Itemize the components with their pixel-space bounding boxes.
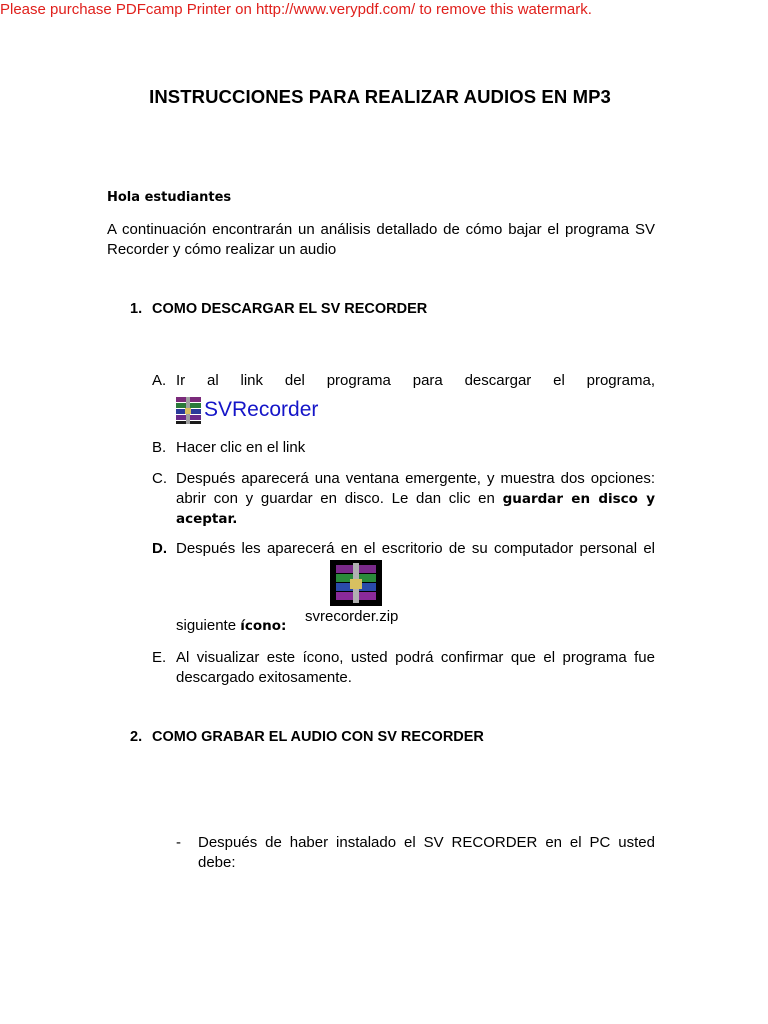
list-marker-e: E. [152, 649, 167, 666]
dash-marker: - [176, 834, 181, 851]
list-marker-d: D. [152, 540, 167, 557]
section-2-title: COMO GRABAR EL AUDIO CON SV RECORDER [152, 729, 484, 745]
list-item-c [152, 469, 655, 529]
dash-text: Después de haber instalado el SV RECORDER en el PC usted debe: [198, 834, 655, 871]
list-text-c-end: . [232, 511, 238, 527]
list-marker-a: A. [152, 372, 167, 389]
list-marker-c: C. [152, 470, 167, 487]
document-title: INSTRUCCIONES PARA REALIZAR AUDIOS EN MP3 [149, 86, 611, 107]
list-text-c-main: Después aparecerá una ventana emergente, y muestra dos opciones: abrir con y guardar en disco. Le dan clic en [176, 470, 655, 507]
list-text-e: Al visualizar este ícono, usted podrá confirmar que el programa fue descargado exitosamente. [176, 649, 655, 686]
section-1-number: 1. [130, 301, 143, 317]
list-text-d-line2-plain: siguiente [176, 617, 241, 634]
zip-file-label: svrecorder.zip [305, 608, 399, 625]
list-text-c [176, 469, 655, 529]
winrar-archive-icon [175, 396, 202, 424]
section-2-number: 2. [130, 729, 143, 745]
watermark-text: Please purchase PDFcamp Printer on http://www.verypdf.com/ to remove this watermark. [0, 1, 592, 18]
section-1-title: COMO DESCARGAR EL SV RECORDER [152, 301, 428, 317]
list-item-b [152, 438, 655, 458]
list-text-d: Después les aparecerá en el escritorio de su computador personal el [176, 540, 655, 557]
list-text-d-line2-bold: ícono: [240, 618, 287, 634]
list-item-d [152, 539, 655, 559]
list-item-a [152, 371, 655, 391]
dash-list-item [176, 833, 655, 873]
intro-paragraph: A continuación encontrarán un análisis detallado de cómo bajar el programa SV Recorder y cómo realizar un audio [107, 221, 655, 258]
list-text-c-bold: guardar en disco y aceptar [176, 491, 655, 527]
list-item-e [152, 648, 655, 688]
svrecorder-link[interactable] [175, 395, 318, 425]
list-text-a: Ir al link del programa para descargar el programa, [176, 372, 655, 389]
section-1-heading [130, 301, 427, 317]
list-text-d-line2 [176, 617, 286, 634]
greeting: Hola estudiantes [107, 190, 232, 205]
list-marker-b: B. [152, 439, 167, 456]
section-2-heading [130, 729, 484, 745]
winrar-archive-icon [330, 560, 382, 606]
svrecorder-link-label[interactable]: SVRecorder [204, 398, 319, 421]
list-text-b: Hacer clic en el link [176, 439, 306, 456]
